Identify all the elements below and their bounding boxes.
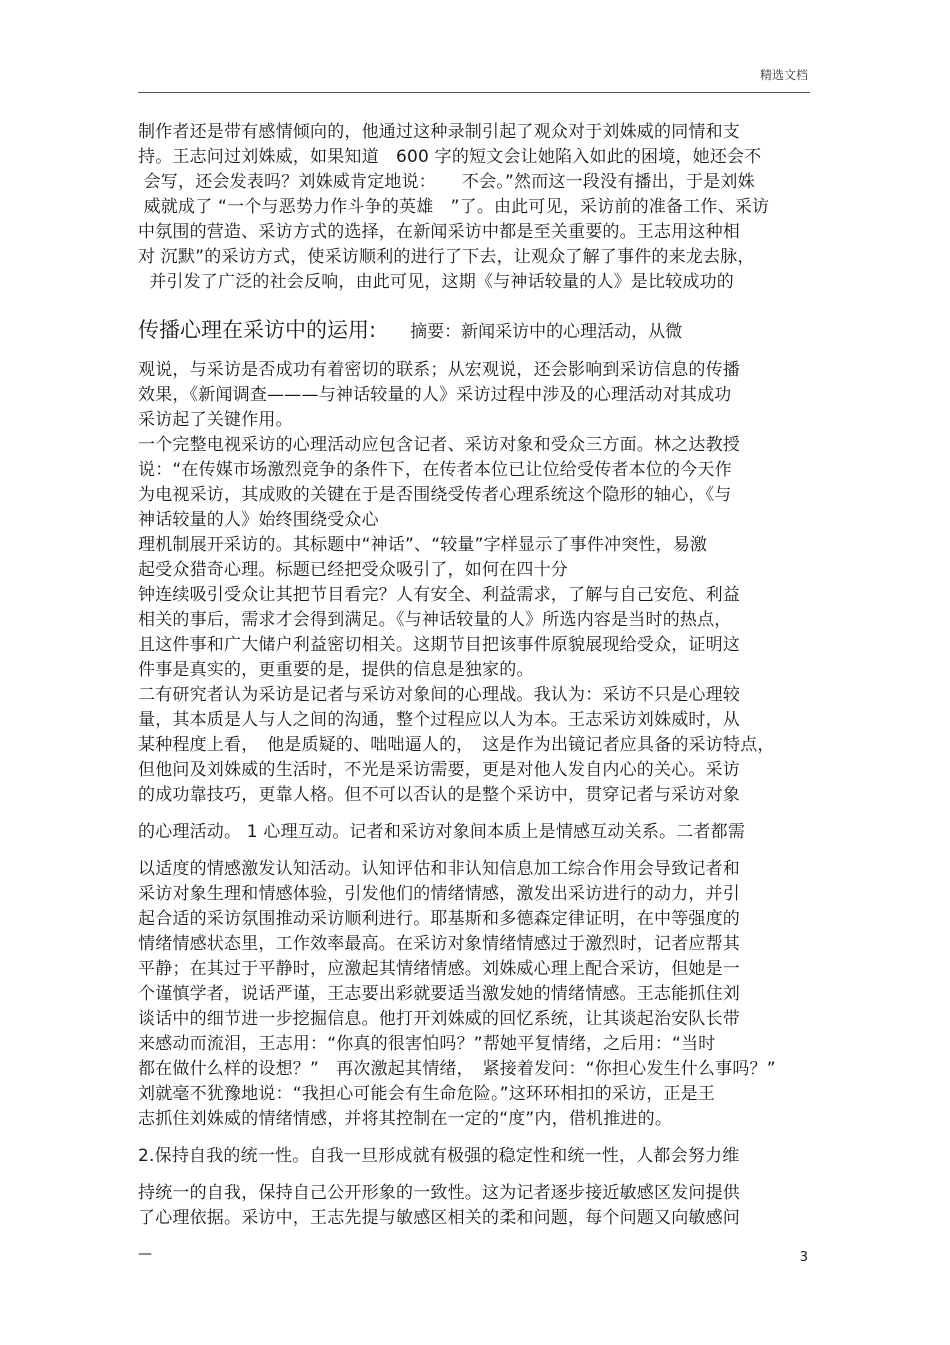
text-line: 了心理依据。采访中，王志先提与敏感区相关的柔和问题，每个问题又向敏感问 [138, 1208, 740, 1228]
text-line: 相关的事后，需求才会得到满足。《与神话较量的人》所选内容是当时的热点， [138, 610, 732, 630]
text-line: 一个完整电视采访的心理活动应包含记者、采访对象和受众三方面。林之达教授 [138, 435, 740, 455]
text-line: 都在做什么样的设想？” 再次激起其情绪， 紧接着发问：“你担心发生什么事吗？” [138, 1059, 776, 1079]
text-line: 平静；在其过于平静时，应激起其情绪情感。刘姝威心理上配合采访，但她是一 [138, 959, 740, 979]
text-line: 威就成了 “一个与恶势力作斗争的英雄 ”了。由此可见，采访前的准备工作、采访 [138, 197, 770, 217]
text-line: 采访对象生理和情感体验，引发他们的情绪情感，激发出采访进行的动力，并引 [138, 884, 740, 904]
text-line: 的心理活动。 1 心理互动。记者和采访对象间本质上是情感互动关系。二者都需 [138, 822, 746, 842]
text-line: 来感动而流泪，王志用：“你真的很害怕吗？”帮她平复情绪，之后用：“当时 [138, 1034, 716, 1054]
text-line: 持统一的自我，保持自己公开形象的一致性。这为记者逐步接近敏感区发问提供 [138, 1183, 740, 1203]
text-line: 神话较量的人》始终围绕受众心 [138, 510, 379, 530]
text-line: 2.保持自我的统一性。自我一旦形成就有极强的稳定性和统一性，人都会努力维 [138, 1146, 740, 1166]
abstract-lead: 摘要：新闻采访中的心理活动，从微 [376, 322, 683, 342]
section-heading [138, 316, 682, 346]
text-line: 个谨慎学者，说话严谨，王志要出彩就要适当激发她的情绪情感。王志能抓住刘 [138, 984, 740, 1004]
section-heading-title: 传播心理在采访中的运用: [138, 318, 377, 342]
text-line: 会写，还会发表吗？刘姝威肯定地说： 不会。”然而这一段没有播出，于是刘姝 [138, 172, 755, 192]
text-line: 起合适的采访氛围推动采访顺利进行。耶基斯和多德森定律证明，在中等强度的 [138, 909, 740, 929]
text-line: 志抓住刘姝威的情绪情感，并将其控制在一定的“度”内，借机推进的。 [138, 1109, 673, 1129]
text-line: 情绪情感状态里，工作效率最高。在采访对象情绪情感过于激烈时，记者应帮其 [138, 934, 740, 954]
text-line: 为电视采访，其成败的关键在于是否围绕受传者心理系统这个隐形的轴心，《与 [138, 485, 732, 505]
text-line: 且这件事和广大储户利益密切相关。这期节目把该事件原貌展现给受众，证明这 [138, 635, 740, 655]
text-line: 件事是真实的，更重要的是，提供的信息是独家的。 [138, 660, 534, 680]
text-line: 钟连续吸引受众让其把节目看完？人有安全、利益需求，了解与自己安危、利益 [138, 585, 740, 605]
text-line: 刘就毫不犹豫地说：“我担心可能会有生命危险。”这环环相扣的采访，正是王 [138, 1084, 716, 1104]
header-divider [138, 92, 810, 93]
text-line: 某种程度上看， 他是质疑的、咄咄逼人的， 这是作为出镜记者应具备的采访特点， [138, 735, 775, 755]
text-line: 的成功靠技巧，更靠人格。但不可以否认的是整个采访中，贯穿记者与采访对象 [138, 785, 740, 805]
text-line: 并引发了广泛的社会反响，由此可见，这期《与神话较量的人》是比较成功的 [138, 272, 735, 292]
text-line: 中氛围的营造、采访方式的选择，在新闻采访中都是至关重要的。王志用这种相 [138, 222, 740, 242]
text-line: 持。王志问过刘姝威，如果知道 600 字的短文会让她陷入如此的困境，她还会不 [138, 147, 762, 167]
header-label: 精选文档 [759, 68, 808, 82]
text-line: 但他问及刘姝威的生活时，不光是采访需要，更是对他人发自内心的关心。采访 [138, 760, 740, 780]
text-line: 制作者还是带有感情倾向的，他通过这种录制引起了观众对于刘姝威的同情和支 [138, 122, 740, 142]
text-line: 二有研究者认为采访是记者与采访对象间的心理战。我认为：采访不只是心理较 [138, 685, 740, 705]
text-line: 以适度的情感激发认知活动。认知评估和非认知信息加工综合作用会导致记者和 [138, 859, 740, 879]
text-line: 说：“在传媒市场激烈竞争的条件下，在传者本位已让位给受传者本位的今天作 [138, 460, 732, 480]
text-line: 观说，与采访是否成功有着密切的联系；从宏观说，还会影响到采访信息的传播 [138, 360, 740, 380]
page-number: 3 [799, 1250, 808, 1265]
text-line: 起受众猎奇心理。标题已经把受众吸引了，如何在四十分 [138, 560, 568, 580]
text-line: 谈话中的细节进一步挖掘信息。他打开刘姝威的回忆系统，让其谈起治安队长带 [138, 1009, 740, 1029]
text-line: 采访起了关键作用。 [138, 410, 293, 430]
text-line: 量，其本质是人与人之间的沟通，整个过程应以人为本。王志采访刘姝威时，从 [138, 710, 740, 730]
text-line: 对 沉默”的采访方式，使采访顺利的进行了下去，让观众了解了事件的来龙去脉， [138, 247, 755, 267]
text-line: 理机制展开采访的。其标题中“神话”、“较量”字样显示了事件冲突性，易激 [138, 535, 708, 555]
text-line: 效果，《新闻调查———与神话较量的人》采访过程中涉及的心理活动对其成功 [138, 385, 732, 405]
footer-dash: — [138, 1246, 152, 1262]
